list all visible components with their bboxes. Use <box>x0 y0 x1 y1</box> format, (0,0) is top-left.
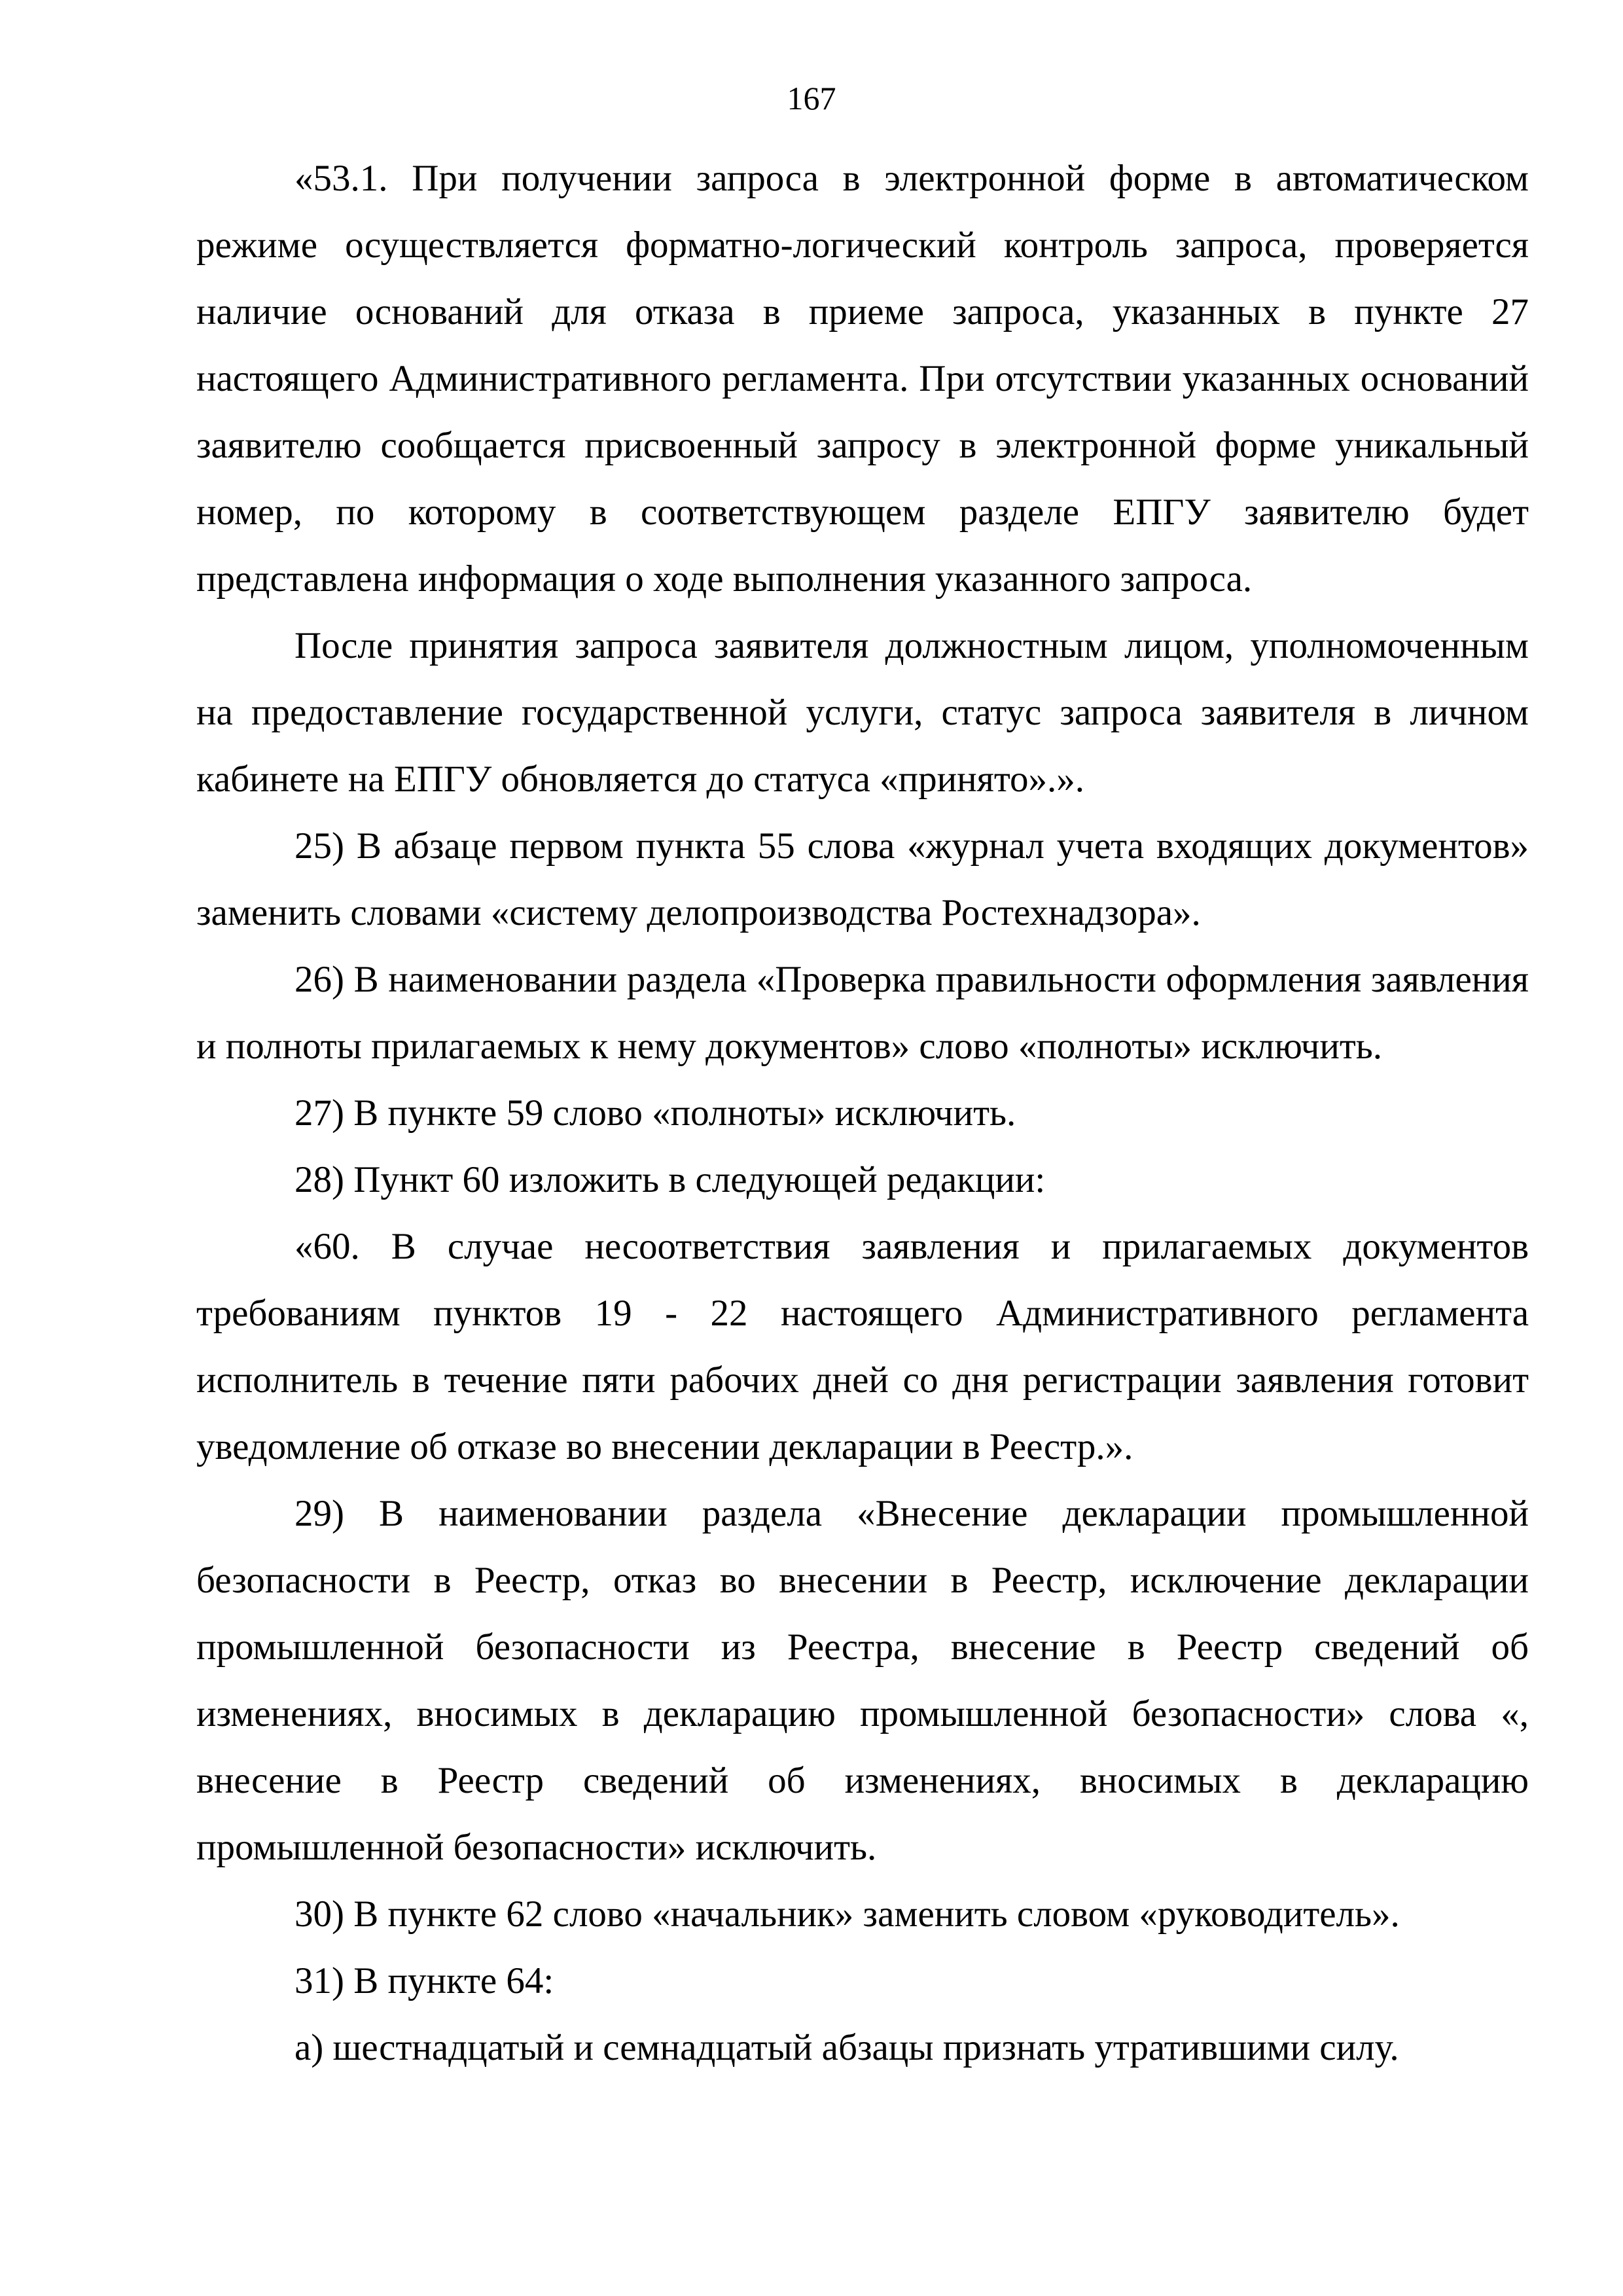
paragraph-item-25: 25) В абзаце первом пункта 55 слова «журнал учета входящих документов» заменить словами «систему делопроизводства Ростехнадзора». <box>196 825 1529 933</box>
paragraph-item-29: 29) В наименовании раздела «Внесение декларации промышленной безопасности в Реестр, отказ во внесении в Реестр, исключение декларации промышленной безопасности из Реестра, внесение в Реестр сведений об изменениях, вносимых в декларацию промышленной безопасности» слова «, внесение в Реестр сведений об изменениях, вносимых в декларацию промышленной безопасности» исключить. <box>196 1493 1529 1868</box>
paragraph-item-31: 31) В пункте 64: <box>294 1960 554 2001</box>
paragraph-point-60: «60. В случае несоответствия заявления и прилагаемых документов требованиям пунктов 19 - 22 настоящего Административного регламента исполнитель в течение пяти рабочих дней со дня регистрации заявления готовит уведомление об отказе во внесении декларации в Реестр.». <box>196 1226 1529 1467</box>
paragraph-item-27: 27) В пункте 59 слово «полноты» исключить. <box>294 1092 1016 1134</box>
page-number: 167 <box>787 80 836 117</box>
paragraph-53-1: «53.1. При получении запроса в электронной форме в автоматическом режиме осуществляется форматно-логический контроль запроса, проверяется наличие оснований для отказа в приеме запроса, указанных в пункте 27 настоящего Административного регламента. При отсутствии указанных оснований заявителю сообщается присвоенный запросу в электронной форме уникальный номер, по которому в соответствующем разделе ЕПГУ заявителю будет представлена информация о ходе выполнения указанного запроса. <box>196 158 1529 600</box>
paragraph-item-31-a: а) шестнадцатый и семнадцатый абзацы признать утратившими силу. <box>294 2027 1399 2068</box>
paragraph-item-30: 30) В пункте 62 слово «начальник» заменить словом «руководитель». <box>294 1893 1400 1935</box>
paragraph-item-26: 26) В наименовании раздела «Проверка правильности оформления заявления и полноты прилагаемых к нему документов» слово «полноты» исключить. <box>196 959 1529 1067</box>
paragraph-item-28: 28) Пункт 60 изложить в следующей редакции: <box>294 1159 1046 1200</box>
document-body <box>196 145 1529 2081</box>
paragraph-status-update: После принятия запроса заявителя должностным лицом, уполномоченным на предоставление государственной услуги, статус запроса заявителя в личном кабинете на ЕПГУ обновляется до статуса «принято».». <box>196 625 1529 800</box>
